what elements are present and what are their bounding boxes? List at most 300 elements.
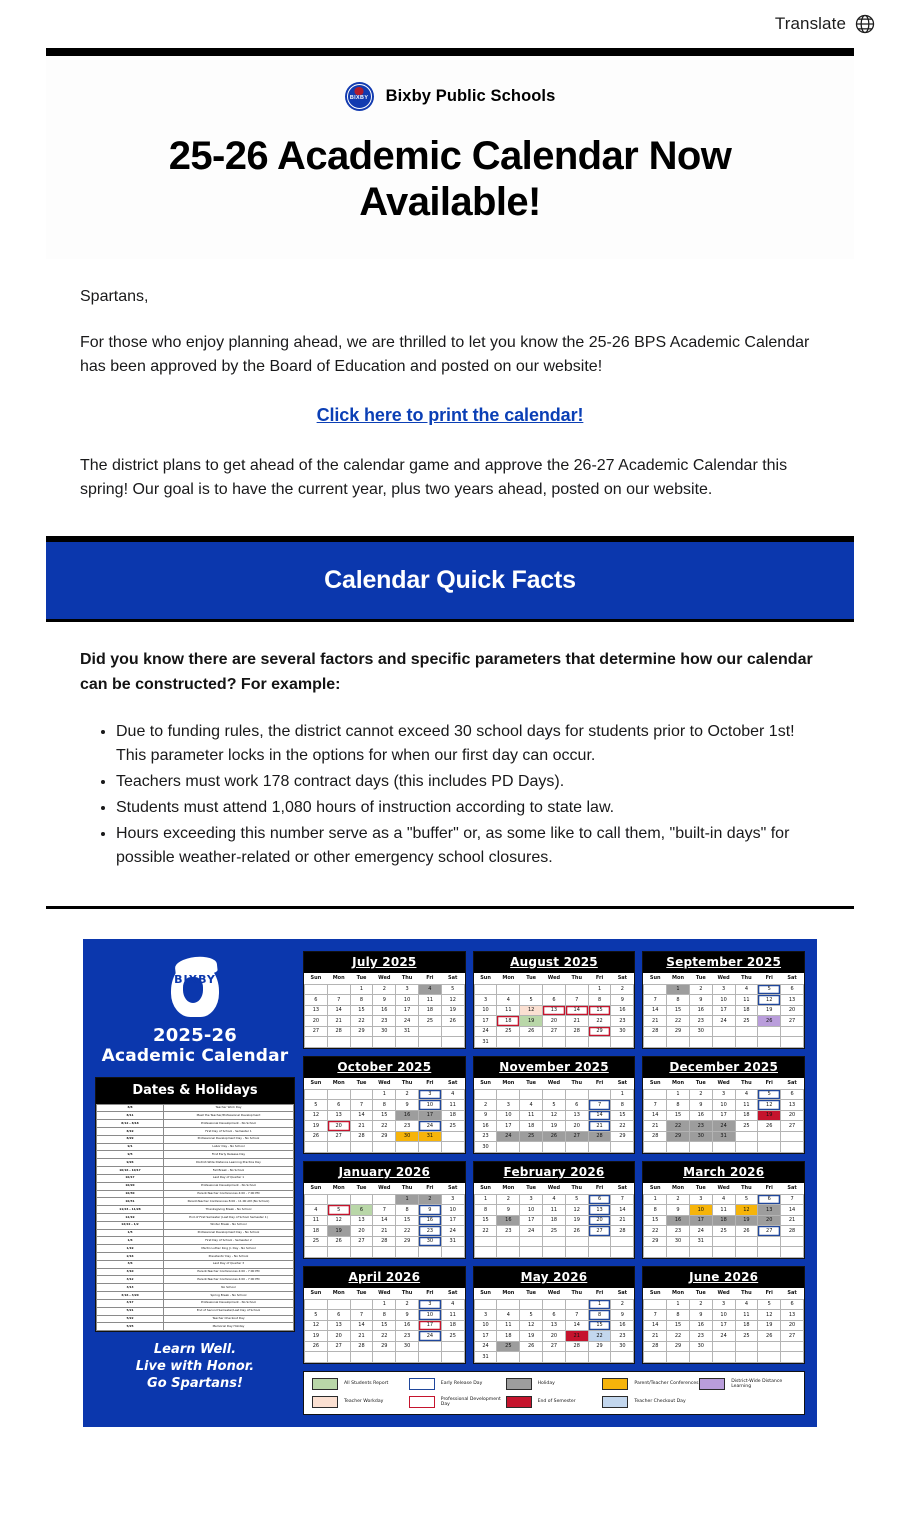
weekday-header: Tue [520,1078,543,1090]
week-row [474,995,634,1006]
calendar-empty-cell [373,1247,396,1258]
calendar-day-cell: 3 [712,984,735,995]
dates-holidays-date: 3/13 [97,1284,164,1292]
calendar-day-cell: 2 [611,984,634,995]
week-row [474,1110,634,1121]
month-title: April 2026 [304,1267,465,1288]
calendar-day-cell: 15 [588,1005,611,1016]
calendar-day-cell: 16 [373,1005,396,1016]
calendar-day-cell: 23 [396,1121,419,1132]
calendar-day-cell: 17 [418,1110,441,1121]
calendar-day-cell: 22 [667,1331,690,1342]
dates-holidays-card [95,1077,295,1333]
calendar-day-cell: 28 [565,1341,588,1352]
week-row [305,1026,465,1037]
week-row [305,1205,465,1216]
calendar-legend [303,1371,805,1415]
calendar-day-cell: 11 [418,995,441,1006]
calendar-day-cell: 30 [611,1026,634,1037]
dates-holidays-event: Labor Day - No School [163,1143,293,1151]
calendar-day-cell: 20 [781,1320,804,1331]
calendar-day-cell: 18 [520,1121,543,1132]
calendar-empty-cell [667,1247,690,1258]
legend-item [699,1378,796,1390]
calendar-day-cell: 3 [689,1194,712,1205]
calendar-day-cell: 29 [588,1341,611,1352]
calendar-day-cell: 7 [350,1100,373,1111]
calendar-day-cell: 17 [418,1320,441,1331]
calendar-day-cell: 31 [418,1131,441,1142]
dates-holidays-row [97,1268,294,1276]
weekday-header: Wed [543,1078,566,1090]
calendar-day-cell: 27 [350,1236,373,1247]
calendar-empty-cell [644,1037,667,1048]
calendar-day-cell: 8 [667,1310,690,1321]
calendar-empty-cell [644,1352,667,1363]
calendar-day-cell: 15 [667,1320,690,1331]
calendar-empty-cell [689,1037,712,1048]
calendar-day-cell: 29 [667,1341,690,1352]
week-row [474,1331,634,1342]
dates-holidays-row [97,1190,294,1198]
weekday-header: Wed [373,973,396,985]
dates-holidays-row [97,1182,294,1190]
dates-holidays-row [97,1221,294,1229]
calendar-day-cell: 1 [373,1299,396,1310]
dates-holidays-date: 9/1 [97,1143,164,1151]
calendar-day-cell: 17 [474,1016,497,1027]
legend-row [312,1378,796,1390]
calendar-day-cell: 15 [373,1110,396,1121]
calendar-empty-cell [373,1037,396,1048]
calendar-day-cell: 23 [689,1331,712,1342]
weekday-header: Wed [373,1078,396,1090]
legend-label: District-Wide Distance Learning [731,1378,783,1389]
calendar-day-cell: 12 [565,1205,588,1216]
calendar-day-cell: 15 [350,1005,373,1016]
dates-holidays-row [97,1276,294,1284]
calendar-day-cell: 29 [644,1236,667,1247]
calendar-day-cell: 1 [588,1299,611,1310]
month-card [642,951,805,1049]
calendar-day-cell: 8 [667,1100,690,1111]
calendar-empty-cell [689,1247,712,1258]
calendar-day-cell: 4 [735,984,758,995]
calendar-day-cell: 13 [588,1205,611,1216]
dates-holidays-date: 10/31 [97,1198,164,1206]
weekday-header: Sun [644,1288,667,1300]
globe-icon[interactable] [854,13,876,35]
calendar-day-cell: 5 [305,1310,328,1321]
body-block [46,259,854,539]
week-row [644,984,804,995]
dates-holidays-event: Presidents' Day - No School [163,1253,293,1261]
weekday-header: Fri [758,1078,781,1090]
calendar-day-cell: 17 [689,1215,712,1226]
calendar-empty-cell [689,1142,712,1153]
calendar-day-cell: 6 [588,1194,611,1205]
calendar-empty-cell [781,1352,804,1363]
calendar-day-cell: 28 [644,1026,667,1037]
dates-holidays-event: First Day of School - Semester 2 [163,1237,293,1245]
calendar-day-cell: 7 [350,1310,373,1321]
calendar-day-cell: 27 [543,1341,566,1352]
calendar-day-cell: 14 [565,1005,588,1016]
week-row [644,1005,804,1016]
calendar-day-cell: 14 [781,1205,804,1216]
calendar-day-cell: 18 [735,1110,758,1121]
dates-holidays-event: End of Second Semester/Last Day of School [163,1307,293,1315]
calendar-day-cell: 10 [712,1100,735,1111]
calendar-empty-cell [305,1247,328,1258]
calendar-day-cell: 27 [327,1131,350,1142]
weekday-header: Sat [441,1078,464,1090]
calendar-day-cell: 6 [350,1205,373,1216]
month-card [303,1266,466,1364]
calendar-empty-cell [667,1352,690,1363]
calendar-empty-cell [441,1037,464,1048]
calendar-day-cell: 18 [735,1005,758,1016]
dates-holidays-row [97,1151,294,1159]
weekday-header: Sat [781,1183,804,1195]
month-card [473,951,636,1049]
calendar-day-cell: 18 [418,1005,441,1016]
calendar-day-cell: 28 [644,1131,667,1142]
quick-facts-list [80,720,820,870]
dates-holidays-event: Professional Development Day - No School [163,1229,293,1237]
dates-holidays-event: Winter Break - No School [163,1221,293,1229]
calendar-day-cell: 3 [712,1089,735,1100]
calendar-empty-cell [735,1026,758,1037]
calendar-empty-cell [644,1089,667,1100]
week-row [305,1352,465,1363]
calendar-day-cell: 22 [373,1121,396,1132]
calendar-empty-cell [611,1247,634,1258]
week-row [305,1226,465,1237]
calendar-day-cell: 10 [418,1310,441,1321]
calendar-day-cell: 4 [735,1299,758,1310]
dates-holidays-row [97,1260,294,1268]
calendar-empty-cell [565,1142,588,1153]
calendar-day-cell: 27 [781,1121,804,1132]
week-row [474,1016,634,1027]
week-row [474,1005,634,1016]
week-row [474,1236,634,1247]
legend-item [602,1396,699,1408]
calendar-empty-cell [758,1352,781,1363]
week-row [644,1247,804,1258]
weekday-header: Thu [735,1288,758,1300]
weekday-header: Tue [350,973,373,985]
week-row [644,1142,804,1153]
calendar-day-cell: 16 [667,1215,690,1226]
week-row [474,1341,634,1352]
week-row [474,1131,634,1142]
calendar-day-cell: 11 [497,1005,520,1016]
calendar-day-cell: 24 [441,1226,464,1237]
calendar-day-cell: 21 [373,1226,396,1237]
calendar-empty-cell [543,1352,566,1363]
calendar-day-cell: 14 [644,1110,667,1121]
calendar-day-cell: 7 [565,995,588,1006]
dates-holidays-event: Parent-Teacher Conferences 4:00 - 7:00 PM [163,1190,293,1198]
calendar-day-cell: 3 [396,984,419,995]
calendar-day-cell: 8 [588,1310,611,1321]
calendar-empty-cell [373,1142,396,1153]
quick-facts-body [46,622,854,909]
calendar-day-cell: 12 [758,995,781,1006]
calendar-empty-cell [644,1142,667,1153]
dates-holidays-event: Martin Luther King Jr. Day - No School [163,1245,293,1253]
calendar-empty-cell [781,1142,804,1153]
week-row [474,1089,634,1100]
calendar-day-cell: 18 [441,1110,464,1121]
spartan-helmet-icon [163,957,227,1021]
calendar-day-cell: 8 [644,1205,667,1216]
weekday-header: Wed [543,973,566,985]
calendar-day-cell: 23 [418,1226,441,1237]
dates-holidays-row [97,1237,294,1245]
week-row [644,1089,804,1100]
calendar-day-cell: 24 [712,1331,735,1342]
calendar-day-cell: 26 [327,1236,350,1247]
calendar-day-cell: 23 [667,1226,690,1237]
calendar-day-cell: 4 [520,1100,543,1111]
calendar-day-cell: 15 [588,1320,611,1331]
calendar-empty-cell [712,1236,735,1247]
quick-facts-bullet: • Hours exceeding this number serve as a "buffer" or, as some like to call them, "built-in days" for possible weather-related or other emergency school closures. [116,822,820,870]
calendar-day-cell: 25 [497,1341,520,1352]
dates-holidays-date: 5/21 [97,1307,164,1315]
dates-holidays-row [97,1112,294,1120]
weekday-header: Wed [712,1183,735,1195]
calendar-day-cell: 29 [611,1131,634,1142]
calendar-day-cell: 12 [305,1110,328,1121]
calendar-day-cell: 7 [565,1310,588,1321]
month-grid-table [643,1078,804,1153]
calendar-day-cell: 11 [712,1205,735,1216]
calendar-day-cell: 25 [305,1236,328,1247]
calendar-empty-cell [611,1352,634,1363]
calendar-day-cell: 19 [305,1121,328,1132]
weekday-header: Mon [667,973,690,985]
calendar-day-cell: 27 [327,1341,350,1352]
calendar-empty-cell [565,1236,588,1247]
dates-holidays-row [97,1104,294,1112]
dates-holidays-row [97,1128,294,1136]
weekday-header: Sun [474,1078,497,1090]
calendar-day-cell: 2 [396,1299,419,1310]
dates-holidays-date: 1/19 [97,1245,164,1253]
calendar-day-cell: 2 [497,1194,520,1205]
calendar-day-cell: 24 [474,1026,497,1037]
weekday-header: Thu [735,973,758,985]
month-title: May 2026 [474,1267,635,1288]
calendar-day-cell: 1 [373,1089,396,1100]
calendar-day-cell: 20 [327,1331,350,1342]
dates-holidays-row [97,1253,294,1261]
calendar-empty-cell [497,1352,520,1363]
weekday-header: Tue [520,973,543,985]
calendar-day-cell: 14 [565,1320,588,1331]
calendar-day-cell: 6 [781,984,804,995]
calendar-empty-cell [520,1089,543,1100]
dates-holidays-date: 5/25 [97,1323,164,1331]
week-row [474,1142,634,1153]
calendar-day-cell: 7 [588,1100,611,1111]
calendar-day-cell: 21 [644,1016,667,1027]
calendar-day-cell: 4 [441,1089,464,1100]
dates-holidays-date: 1/5 [97,1229,164,1237]
calendar-day-cell: 31 [396,1026,419,1037]
calendar-empty-cell [543,1299,566,1310]
calendar-day-cell: 1 [396,1194,419,1205]
legend-label: Professional Development Day [440,1396,501,1407]
weekday-header: Wed [373,1288,396,1300]
motto-line-1: Learn Well. [153,1342,237,1358]
calendar-day-cell: 12 [327,1215,350,1226]
week-row [305,1299,465,1310]
calendar-day-cell: 19 [735,1215,758,1226]
poster-title-text: Academic Calendar [101,1046,289,1067]
legend-item [312,1378,409,1390]
weekday-header: Wed [543,1288,566,1300]
legend-label: All Students Report [344,1381,389,1387]
weekday-header: Tue [350,1288,373,1300]
calendar-day-cell: 19 [565,1215,588,1226]
dates-holidays-event: Parent-Teacher Conferences 4:00 - 7:00 PM [163,1276,293,1284]
weekday-header: Sun [305,1288,328,1300]
dates-holidays-date: 3/10 [97,1268,164,1276]
dates-holidays-event: Professional Development - No School [163,1120,293,1128]
calendar-day-cell: 3 [474,1310,497,1321]
dates-holidays-row [97,1292,294,1300]
calendar-day-cell: 7 [644,1100,667,1111]
calendar-empty-cell [418,1341,441,1352]
top-divider [46,48,854,56]
calendar-day-cell: 10 [712,1310,735,1321]
poster-right-column [303,951,805,1415]
calendar-day-cell: 2 [689,1089,712,1100]
calendar-day-cell: 20 [758,1215,781,1226]
legend-swatch-early [409,1378,435,1390]
calendar-empty-cell [497,984,520,995]
calendar-empty-cell [588,1142,611,1153]
calendar-day-cell: 13 [327,1320,350,1331]
week-row [644,1331,804,1342]
weekday-header: Thu [396,1183,419,1195]
calendar-day-cell: 19 [758,1110,781,1121]
weekday-header: Sun [474,1183,497,1195]
calendar-empty-cell [735,1037,758,1048]
week-row [305,1110,465,1121]
calendar-day-cell: 17 [497,1121,520,1132]
translate-bar [0,0,900,48]
calendar-empty-cell [396,1037,419,1048]
weekday-header: Thu [565,973,588,985]
calendar-day-cell: 13 [305,1005,328,1016]
calendar-day-cell: 3 [418,1089,441,1100]
week-row [644,995,804,1006]
calendar-day-cell: 15 [667,1005,690,1016]
calendar-empty-cell [588,1352,611,1363]
calendar-day-cell: 4 [441,1299,464,1310]
calendar-day-cell: 16 [497,1215,520,1226]
poster-title-year: 2025-26 [152,1024,238,1046]
translate-label[interactable]: Translate [774,14,846,33]
calendar-empty-cell [588,1089,611,1100]
weekday-header: Thu [396,973,419,985]
calendar-day-cell: 9 [611,1310,634,1321]
calendar-day-cell: 18 [712,1215,735,1226]
week-row [305,1142,465,1153]
dates-holidays-date: 1/6 [97,1237,164,1245]
calendar-day-cell: 24 [520,1226,543,1237]
weekday-header: Tue [689,1078,712,1090]
calendar-day-cell: 16 [611,1320,634,1331]
calendar-day-cell: 24 [712,1016,735,1027]
calendar-empty-cell [520,1247,543,1258]
calendar-day-cell: 9 [689,995,712,1006]
calendar-day-cell: 3 [712,1299,735,1310]
calendar-day-cell: 13 [543,1005,566,1016]
calendar-day-cell: 30 [373,1026,396,1037]
weekday-header: Thu [735,1183,758,1195]
calendar-day-cell: 8 [373,1100,396,1111]
calendar-day-cell: 29 [667,1026,690,1037]
weekday-header: Fri [588,1078,611,1090]
email-card [46,48,854,1467]
calendar-day-cell: 22 [611,1121,634,1132]
calendar-day-cell: 14 [611,1205,634,1216]
legend-item [506,1378,603,1390]
calendar-day-cell: 21 [565,1331,588,1342]
calendar-empty-cell [418,1352,441,1363]
calendar-day-cell: 26 [758,1331,781,1342]
calendar-day-cell: 29 [350,1026,373,1037]
week-row [305,1310,465,1321]
calendar-empty-cell [441,1352,464,1363]
calendar-empty-cell [418,1247,441,1258]
calendar-day-cell: 1 [667,1299,690,1310]
calendar-poster[interactable] [83,939,817,1427]
calendar-day-cell: 9 [689,1100,712,1111]
print-calendar-link[interactable]: Click here to print the calendar! [316,405,584,425]
calendar-day-cell: 28 [781,1226,804,1237]
weekday-header: Tue [520,1288,543,1300]
calendar-day-cell: 9 [396,1100,419,1111]
calendar-empty-cell [474,984,497,995]
calendar-empty-cell [565,1352,588,1363]
calendar-day-cell: 8 [667,995,690,1006]
weekday-header: Fri [418,973,441,985]
calendar-day-cell: 1 [667,1089,690,1100]
calendar-day-cell: 16 [396,1110,419,1121]
week-row [305,984,465,995]
weekday-header: Wed [373,1183,396,1195]
weekday-header: Sun [644,973,667,985]
dates-holidays-event: Parent-Teacher Conferences 8:00 - 11:00 AM (No School) [163,1198,293,1206]
calendar-day-cell: 7 [644,1310,667,1321]
calendar-day-cell: 7 [781,1194,804,1205]
month-grid-table [474,973,635,1048]
calendar-empty-cell [781,1236,804,1247]
quick-facts-bullet: • Due to funding rules, the district cannot exceed 30 school days for students prior to October 1st! This parameter locks in the options for when our first day can occur. [116,720,820,768]
calendar-day-cell: 17 [712,1110,735,1121]
dates-holidays-date: 8/8 [97,1104,164,1112]
calendar-day-cell: 29 [373,1131,396,1142]
week-row [474,1026,634,1037]
